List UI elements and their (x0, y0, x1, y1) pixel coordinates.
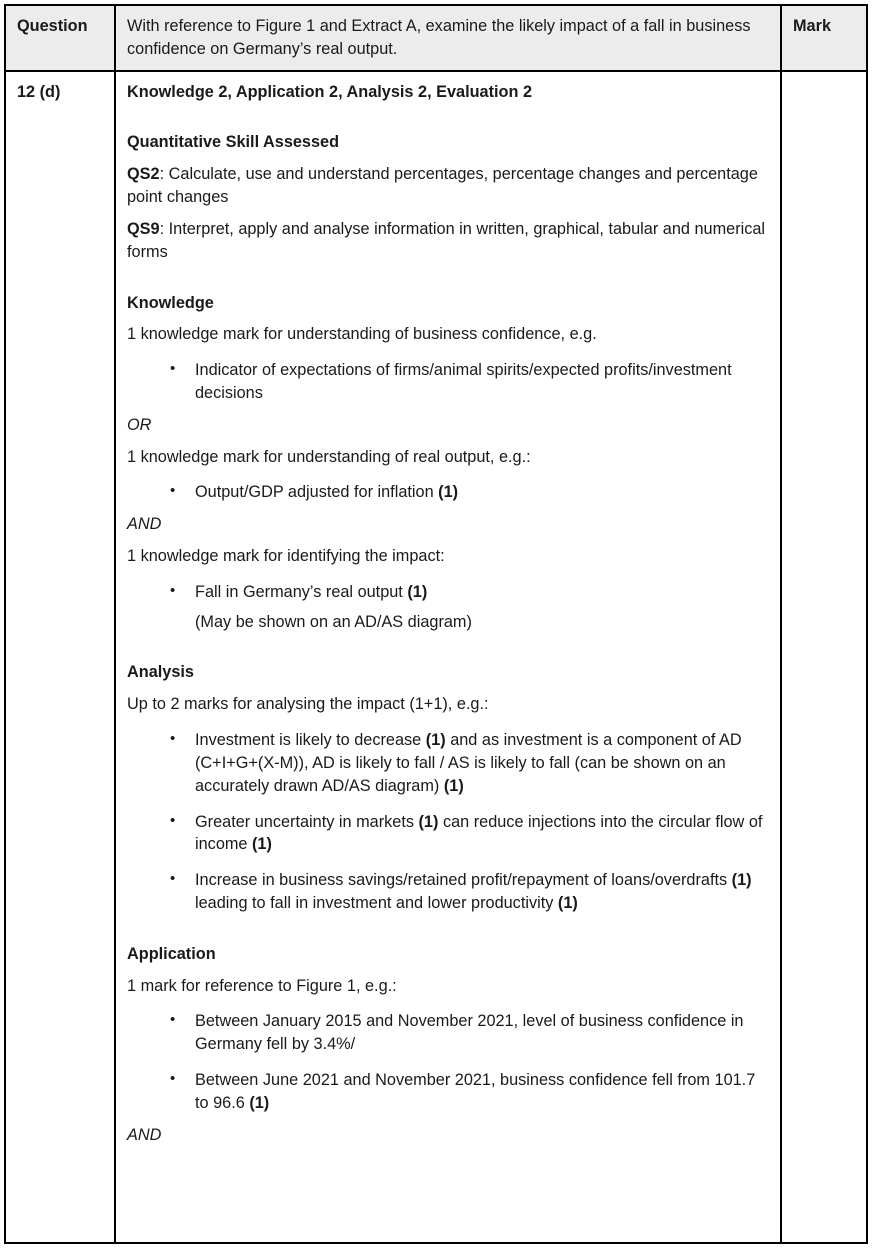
content-paragraph (127, 292, 769, 315)
text-run: : Calculate, use and understand percentages, percentage changes and percentage point changes (127, 165, 758, 207)
answer-content (116, 72, 782, 1242)
content-paragraph (127, 131, 769, 154)
bullet-item (127, 481, 769, 504)
bullet-text (195, 483, 458, 501)
bullet-icon: • (170, 730, 176, 748)
content-paragraph (127, 1124, 769, 1147)
text-run: Knowledge 2, Application 2, Analysis 2, Evaluation 2 (127, 82, 533, 101)
table-body-row (6, 72, 866, 1242)
text-run: Indicator of expectations of firms/animal spirits/expected profits/investment decisions (195, 361, 732, 402)
content-paragraph (127, 323, 769, 346)
text-run: Output/GDP adjusted for inflation (195, 483, 439, 502)
text-run: (1) (252, 835, 272, 854)
bullet-icon: • (170, 360, 176, 378)
question-prompt: With reference to Figure 1 and Extract A, examine the likely impact of a fall in business confidence on Germany’s real output. (116, 6, 782, 70)
bullet-item (127, 359, 769, 405)
text-run: Increase in business savings/retained profit/repayment of loans/overdrafts (195, 871, 732, 890)
text-run: QS9 (127, 219, 160, 238)
text-run: AND (127, 515, 162, 534)
text-run: Up to 2 marks for analysing the impact (1+1), e.g.: (127, 695, 489, 714)
bullet-item (127, 581, 769, 604)
question-column-header: Question (6, 6, 116, 70)
bullet-text (195, 1012, 744, 1053)
bullet-icon: • (170, 811, 176, 829)
content-spacer (127, 915, 769, 934)
text-run: Analysis (127, 663, 194, 682)
mark-scheme-table (4, 4, 868, 1244)
mark-cell (782, 72, 866, 1242)
content-paragraph (127, 943, 769, 966)
text-run: leading to fall in investment and lower productivity (195, 893, 558, 912)
text-run: Investment is likely to decrease (195, 731, 426, 750)
bullet-item (127, 729, 769, 797)
text-run: 1 knowledge mark for understanding of real output, e.g.: (127, 447, 531, 466)
content-spacer (127, 264, 769, 283)
text-run: AND (127, 1125, 162, 1144)
bullet-item (127, 811, 769, 857)
mark-column-header: Mark (793, 17, 832, 35)
text-run: (1) (443, 776, 464, 795)
bullet-text (195, 1071, 755, 1112)
bullet-icon: • (170, 870, 176, 888)
text-run: (1) (407, 582, 428, 601)
bullet-icon: • (170, 1011, 176, 1029)
content-subline (127, 611, 769, 634)
text-run: (1) (731, 871, 752, 890)
text-run: OR (127, 415, 152, 434)
text-run: (1) (438, 483, 459, 502)
bullet-text (195, 361, 732, 402)
text-run: : Interpret, apply and analyse information in written, graphical, tabular and numerical forms (127, 219, 766, 261)
text-run: (1) (425, 731, 446, 750)
text-run: 1 knowledge mark for understanding of business confidence, e.g. (127, 325, 597, 344)
bullet-item (127, 1010, 769, 1056)
content-spacer (127, 103, 769, 122)
content-paragraph (127, 661, 769, 684)
bullet-icon: • (170, 1070, 176, 1087)
bullet-text (195, 813, 762, 854)
content-paragraph (127, 545, 769, 568)
content-paragraph (127, 513, 769, 536)
bullet-icon: • (170, 482, 176, 500)
text-run: Knowledge (127, 293, 214, 312)
content-paragraph (127, 414, 769, 437)
content-paragraph (127, 693, 769, 716)
bullet-item (127, 869, 769, 915)
content-spacer (127, 633, 769, 652)
bullet-text (195, 871, 752, 912)
text-run: 1 mark for reference to Figure 1, e.g.: (127, 976, 397, 995)
content-paragraph (127, 81, 769, 104)
text-run: (1) (249, 1093, 270, 1112)
text-run: Greater uncertainty in markets (195, 812, 419, 831)
text-run: QS2 (127, 165, 160, 184)
bullet-item (127, 1069, 769, 1115)
table-header-row (6, 6, 866, 72)
content-paragraph (127, 975, 769, 998)
text-run: (1) (418, 812, 439, 831)
text-run: and as investment is a component of AD (C+I+G+(X-M)), AD is likely to fall / AS is likely to fall (can be shown on an accurately drawn AD/AS diagram) (195, 731, 742, 795)
content-paragraph (127, 446, 769, 469)
content-paragraph (127, 218, 769, 264)
text-run: Quantitative Skill Assessed (127, 133, 340, 152)
text-run: Between January 2015 and November 2021, level of business confidence in Germany fell by 3.4%/ (195, 1012, 744, 1054)
text-run: (1) (557, 893, 578, 912)
bullet-text (195, 583, 427, 601)
text-run: Between June 2021 and November 2021, business confidence fell from 101.7 to 96.6 (195, 1071, 756, 1112)
question-number: 12 (d) (6, 72, 116, 1242)
text-run: (May be shown on an AD/AS diagram) (195, 612, 472, 631)
text-run: Fall in Germany’s real output (195, 582, 408, 601)
text-run: can reduce injections into the circular flow of income (195, 812, 763, 854)
bullet-text (195, 731, 742, 795)
bullet-icon: • (170, 581, 176, 599)
text-run: Application (127, 944, 216, 963)
content-paragraph (127, 163, 769, 209)
text-run: 1 knowledge mark for identifying the impact: (127, 547, 445, 565)
